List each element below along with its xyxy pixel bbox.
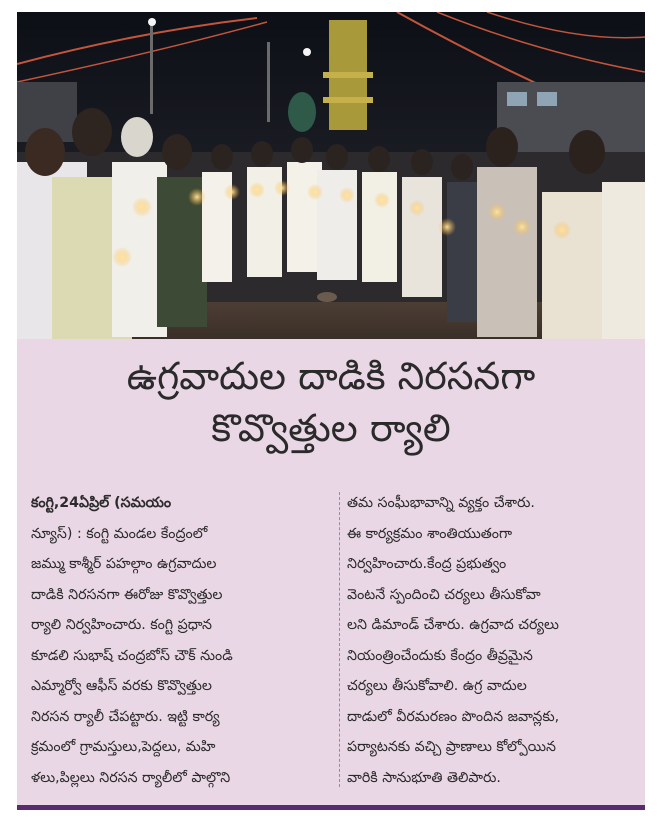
headline-line-2: కొవ్వొత్తుల ర్యాలి <box>211 406 451 450</box>
body-line: ఎమ్మార్వో ఆఫీస్ వరకు కొవ్వొత్తుల <box>31 678 212 694</box>
news-clipping <box>17 12 645 810</box>
body-line: జమ్ము కాశ్మీర్ పహల్గాం ఉగ్రవాదుల <box>31 556 217 572</box>
candle-rally-photo <box>17 12 645 339</box>
body-line: తమ సంఘీభావాన్ని వ్యక్తం చేశారు. <box>347 495 535 511</box>
headline-line-1: ఉగ్రవాదుల దాడికి నిరసనగా <box>126 354 536 398</box>
body-line: క్రమంలో గ్రామస్తులు,పెద్దలు, మహి <box>31 739 216 755</box>
body-line: వారికి సానుభూతి తెలిపారు. <box>347 769 501 786</box>
column-divider <box>339 492 340 787</box>
body-line: నిరసన ర్యాలీ చేపట్టారు. ఇట్టి కార్య <box>31 708 220 725</box>
body-line: పర్యాటనకు వచ్చి ప్రాణాలు కోల్పోయిన <box>347 739 556 755</box>
body-line: ఈ కార్యక్రమం శాంతియుతంగా <box>347 525 513 542</box>
body-line: న్యూస్) : కంగ్టి మండల కేంద్రంలో <box>31 525 208 542</box>
body-line: లని డిమాండ్ చేశారు. ఉగ్రవాద చర్యలు <box>347 617 559 633</box>
right-column <box>347 488 637 793</box>
headline <box>17 350 645 454</box>
left-column <box>31 488 321 793</box>
body-line: ర్యాలి నిర్వహించారు. కంగ్టి ప్రధాన <box>31 617 212 633</box>
photo-illustration <box>17 12 645 339</box>
body-line: కంగ్టి,24ఏప్రిల్ (సమయం <box>31 495 172 511</box>
body-line: నిర్వహించారు.కేంద్ర ప్రభుత్వం <box>347 556 507 572</box>
body-line: కూడలి సుభాష్ చంద్రబోస్ చౌక్ నుండి <box>31 647 233 664</box>
bottom-rule <box>17 805 645 810</box>
body-line: నియంత్రించేందుకు కేంద్రం తీవ్రమైన <box>347 647 533 664</box>
article-body <box>31 488 633 793</box>
body-line: దాడికి నిరసనగా ఈరోజు కొవ్వొత్తుల <box>31 586 223 603</box>
body-line: వెంటనే స్పందించి చర్యలు తీసుకోవా <box>347 586 541 603</box>
body-line: దాడులో వీరమరణం పొందిన జవాన్లకు, <box>347 708 560 725</box>
body-line: చర్యలు తీసుకోవాలి. ఉగ్ర వాదుల <box>347 678 527 694</box>
body-line: ళలు,పిల్లలు నిరసన ర్యాలీలో పాల్గొని <box>31 769 231 786</box>
